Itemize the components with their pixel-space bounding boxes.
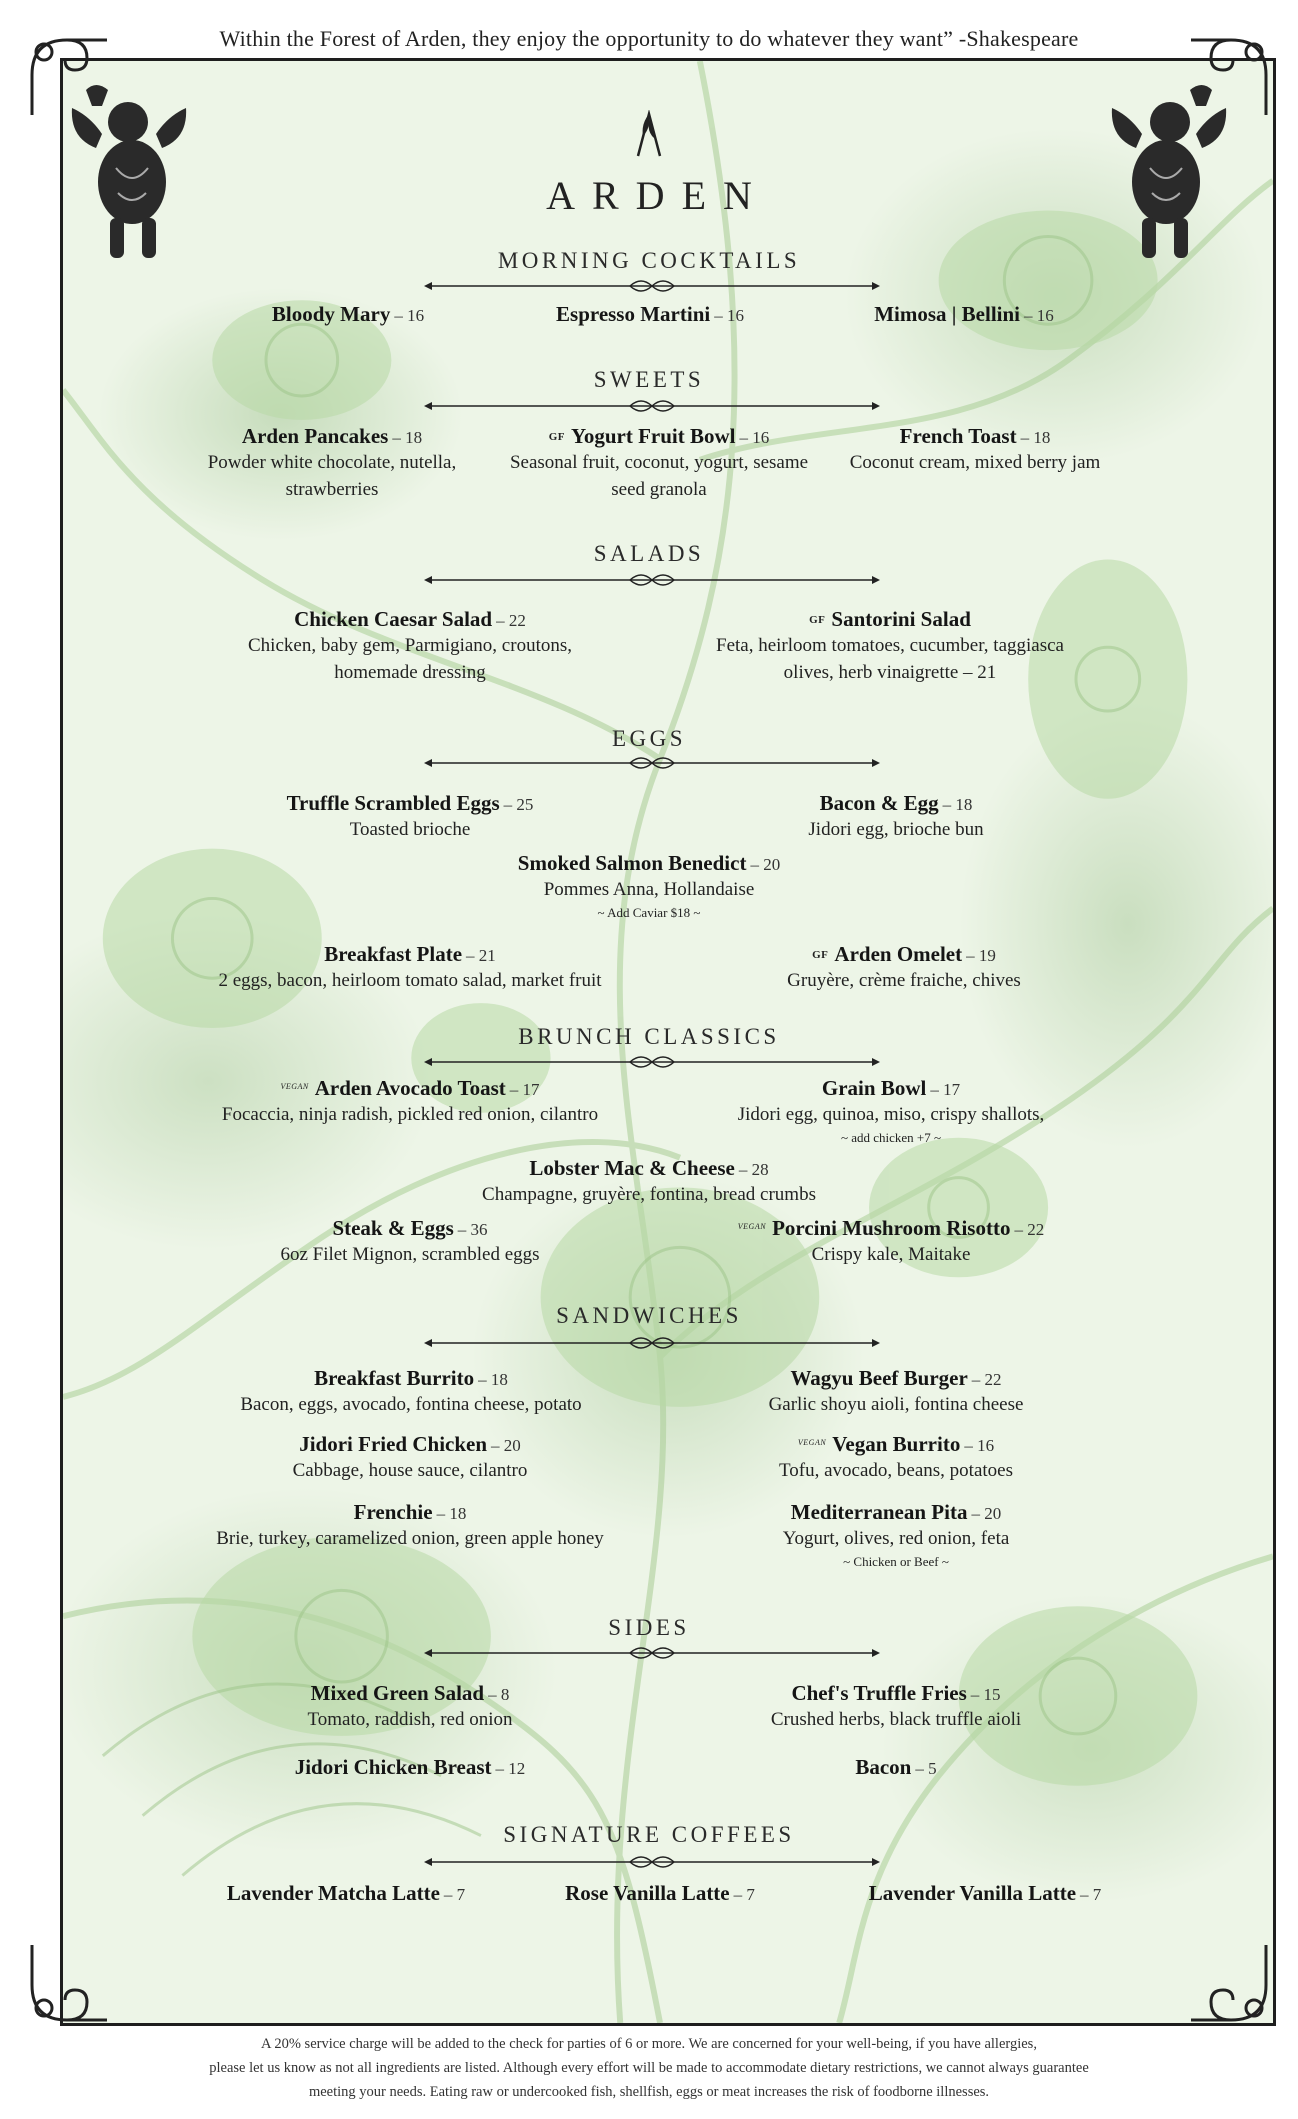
item-description: Chicken, baby gem, Parmigiano, croutons, homemade dressing (248, 635, 572, 683)
menu-item (716, 1681, 1076, 1733)
menu-item (716, 1755, 1076, 1780)
item-name: Lavender Vanilla Latte (868, 1881, 1077, 1905)
menu-item (724, 942, 1084, 994)
menu-item (459, 851, 839, 921)
menu-item (176, 1881, 516, 1906)
item-price: – 18 (392, 428, 423, 447)
item-description: Jidori egg, quinoa, miso, crispy shallots, (737, 1104, 1045, 1125)
restaurant-name: ARDEN (546, 173, 769, 218)
ornamental-divider-icon (424, 1854, 880, 1870)
menu-item (230, 1432, 590, 1484)
section-salads (0, 541, 1298, 567)
menu-item (230, 1216, 590, 1268)
item-description: Feta, heirloom tomatoes, cucumber, taggiasca olives, herb vinaigrette – 21 (716, 635, 1064, 683)
item-description: Powder white chocolate, nutella, strawberries (207, 452, 457, 500)
vegan-badge: VEGAN (280, 1082, 309, 1091)
item-name: Mimosa | Bellini (874, 302, 1021, 326)
item-name: Chicken Caesar Salad (294, 607, 493, 631)
menu-item (220, 607, 600, 686)
ornamental-divider-icon (424, 572, 880, 588)
item-description: 6oz Filet Mignon, scrambled eggs (280, 1244, 540, 1265)
gluten-free-badge: GF (548, 431, 566, 443)
item-price: – 7 (733, 1885, 755, 1904)
item-price: – 18 (436, 1504, 467, 1523)
item-note: ~ add chicken +7 ~ (840, 1130, 942, 1145)
item-name: Wagyu Beef Burger (790, 1366, 968, 1390)
item-description: Brie, turkey, caramelized onion, green apple honey (216, 1528, 604, 1549)
item-description: Seasonal fruit, coconut, yogurt, sesame seed granola (509, 452, 809, 500)
item-description: Toasted brioche (349, 819, 471, 840)
item-description: Jidori egg, brioche bun (808, 819, 984, 840)
item-name: Porcini Mushroom Risotto (772, 1216, 1011, 1240)
item-name: Yogurt Fruit Bowl (571, 424, 736, 448)
item-price: – 17 (509, 1080, 540, 1099)
item-name: Breakfast Burrito (314, 1366, 475, 1390)
section-title: SWEETS (593, 367, 705, 392)
section-title: MORNING COCKTAILS (497, 248, 801, 273)
item-description: Garlic shoyu aioli, fontina cheese (768, 1394, 1024, 1415)
item-description: Focaccia, ninja radish, pickled red onion, cilantro (221, 1104, 599, 1125)
arden-leaf-logo-icon (634, 110, 664, 158)
disclaimer-line: meeting your needs. Eating raw or undercooked fish, shellfish, eggs or meat increases the risk of foodborne illnesses. (308, 2084, 990, 2100)
menu-item (180, 942, 640, 994)
item-price: – 16 (1024, 306, 1054, 325)
item-name: Grain Bowl (821, 1076, 927, 1100)
section-title: SIDES (608, 1615, 690, 1640)
ornamental-divider-icon (424, 755, 880, 771)
item-name: Arden Avocado Toast (314, 1076, 506, 1100)
menu-item (716, 1500, 1076, 1570)
section-title: BRUNCH CLASSICS (518, 1024, 780, 1049)
item-price: – 18 (478, 1370, 508, 1389)
item-description: Coconut cream, mixed berry jam (849, 452, 1101, 473)
item-note: ~ Add Caviar $18 ~ (597, 905, 701, 920)
item-name: Bacon & Egg (819, 791, 939, 815)
item-price: – 5 (915, 1759, 937, 1778)
item-description: Crispy kale, Maitake (811, 1244, 971, 1265)
item-description: Tomato, raddish, red onion (307, 1709, 513, 1730)
item-price: – 22 (496, 611, 526, 630)
item-name: Rose Vanilla Latte (565, 1881, 730, 1905)
section-signature-coffees (0, 1822, 1298, 1848)
item-name: Arden Pancakes (241, 424, 389, 448)
item-price: – 22 (971, 1370, 1002, 1389)
item-name: Jidori Chicken Breast (294, 1755, 492, 1779)
ornamental-divider-icon (424, 398, 880, 414)
item-name: Espresso Martini (556, 302, 711, 326)
allergy-disclaimer (100, 2032, 1198, 2104)
menu-item (810, 424, 1140, 476)
item-price: – 20 (491, 1436, 521, 1455)
item-price: – 12 (495, 1759, 526, 1778)
item-price: – 17 (930, 1080, 961, 1099)
item-name: Bacon (855, 1755, 912, 1779)
item-name: French Toast (899, 424, 1017, 448)
disclaimer-line: A 20% service charge will be added to the check for parties of 6 or more. We are concerned for your well-being, if you have allergies, (261, 2036, 1037, 2052)
menu-item (716, 1432, 1076, 1484)
menu-item (230, 791, 590, 843)
item-price: – 21 (466, 946, 496, 965)
menu-item (230, 1755, 590, 1780)
menu-item (815, 1881, 1155, 1906)
menu-item (172, 424, 492, 503)
item-description: Bacon, eggs, avocado, fontina cheese, potato (240, 1394, 582, 1415)
menu-item (230, 1681, 590, 1733)
section-title: SALADS (593, 541, 705, 566)
item-name: Mixed Green Salad (310, 1681, 485, 1705)
section-title: SIGNATURE COFFEES (503, 1822, 795, 1847)
item-name: Frenchie (353, 1500, 433, 1524)
menu-item (804, 302, 1124, 327)
section-sandwiches (0, 1303, 1298, 1329)
gluten-free-badge: GF (812, 949, 829, 961)
item-name: Bloody Mary (271, 302, 391, 326)
item-price: – 20 (750, 855, 781, 874)
item-description: Gruyère, crème fraiche, chives (787, 970, 1021, 991)
vegan-badge: VEGAN (797, 1438, 827, 1447)
item-price: – 22 (1014, 1220, 1045, 1239)
gluten-free-badge: GF (809, 614, 826, 626)
item-description: Yogurt, olives, red onion, feta (782, 1528, 1010, 1549)
item-description: 2 eggs, bacon, heirloom tomato salad, market fruit (218, 970, 602, 991)
item-name: Santorini Salad (831, 607, 971, 631)
menu-item (706, 1076, 1076, 1146)
section-title: SANDWICHES (556, 1303, 742, 1328)
item-price: – 18 (942, 795, 973, 814)
item-price: – 16 (964, 1436, 995, 1455)
ornamental-divider-icon (424, 1335, 880, 1351)
item-price: – 16 (394, 306, 425, 325)
item-name: Lavender Matcha Latte (226, 1881, 440, 1905)
item-description: Tofu, avocado, beans, potatoes (779, 1460, 1013, 1481)
section-sweets (0, 367, 1298, 393)
item-note: ~ Chicken or Beef ~ (843, 1554, 949, 1569)
item-description: Crushed herbs, black truffle aioli (770, 1709, 1022, 1730)
section-sides (0, 1615, 1298, 1641)
disclaimer-line: please let us know as not all ingredients are listed. Although every effort will be made to accommodate dietary restrictions, we cannot always guarantee (209, 2060, 1089, 2076)
ornamental-divider-icon (424, 1645, 880, 1661)
item-name: Smoked Salmon Benedict (517, 851, 747, 875)
section-title: EGGS (611, 726, 687, 751)
menu-item (180, 1076, 640, 1128)
menu-item (706, 1216, 1076, 1268)
item-price: – 19 (966, 946, 996, 965)
item-price: – 25 (503, 795, 534, 814)
menu-item (736, 791, 1056, 843)
item-price: – 7 (443, 1885, 466, 1904)
item-description: Pommes Anna, Hollandaise (543, 879, 755, 900)
item-name: Arden Omelet (834, 942, 963, 966)
section-eggs (0, 726, 1298, 752)
item-name: Lobster Mac & Cheese (529, 1156, 735, 1180)
item-description: Champagne, gruyère, fontina, bread crumbs (482, 1184, 816, 1205)
ornamental-divider-icon (424, 1054, 880, 1070)
menu-item (690, 607, 1090, 686)
vegan-badge: VEGAN (737, 1222, 767, 1231)
menu-item (188, 302, 508, 327)
menu-item (429, 1156, 869, 1208)
item-price: – 7 (1080, 1885, 1102, 1904)
menu-item (716, 1366, 1076, 1418)
item-name: Jidori Fried Chicken (299, 1432, 488, 1456)
menu-item (504, 424, 814, 503)
item-name: Truffle Scrambled Eggs (286, 791, 500, 815)
item-price: – 28 (738, 1160, 769, 1179)
item-name: Vegan Burrito (832, 1432, 961, 1456)
item-price: – 18 (1020, 428, 1051, 447)
item-price: – 15 (970, 1685, 1001, 1704)
menu-item (490, 1881, 830, 1906)
item-price: – 16 (739, 428, 770, 447)
item-name: Mediterranean Pita (790, 1500, 968, 1524)
menu-item (490, 302, 810, 327)
section-morning-cocktails (0, 248, 1298, 274)
menu-item (196, 1366, 626, 1418)
item-price: – 20 (971, 1504, 1002, 1523)
section-brunch-classics (0, 1024, 1298, 1050)
item-name: Steak & Eggs (332, 1216, 454, 1240)
item-name: Breakfast Plate (324, 942, 463, 966)
ornamental-divider-icon (424, 278, 880, 294)
item-name: Chef's Truffle Fries (791, 1681, 967, 1705)
menu-item (180, 1500, 640, 1552)
item-description: Cabbage, house sauce, cilantro (292, 1460, 528, 1481)
epigraph-quote: Within the Forest of Arden, they enjoy the opportunity to do whatever they want” -Shakespeare (219, 26, 1079, 51)
item-price: – 36 (457, 1220, 488, 1239)
item-price: – 8 (488, 1685, 510, 1704)
item-price: – 16 (714, 306, 744, 325)
